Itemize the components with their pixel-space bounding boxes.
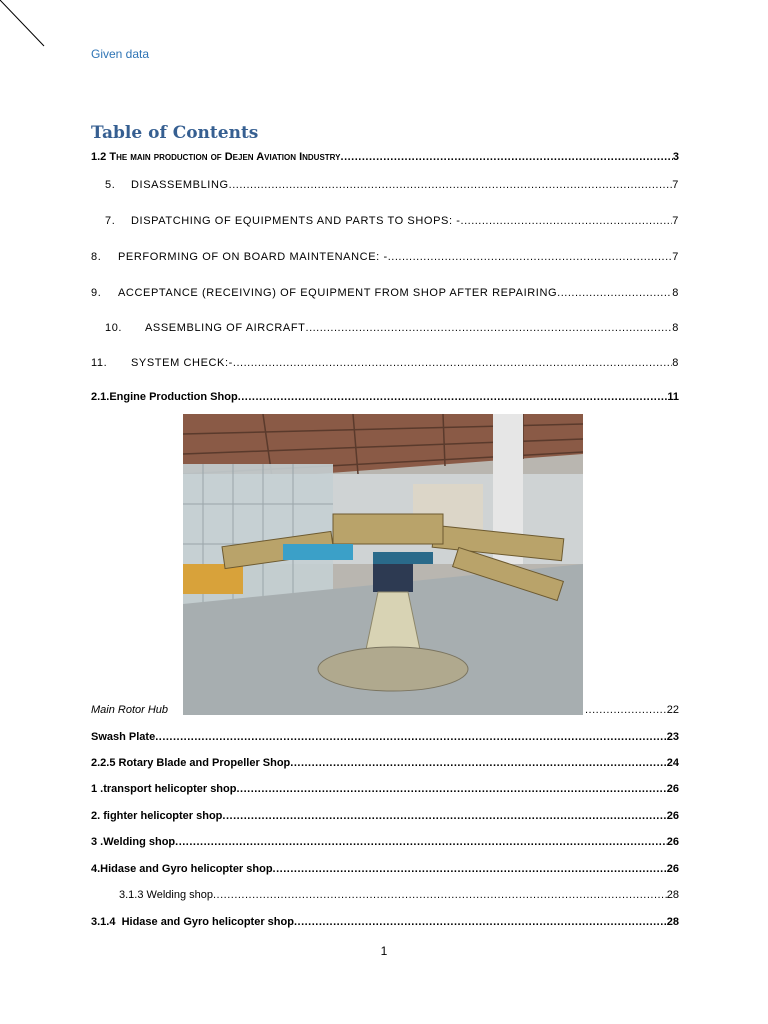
- toc-entry-assembling[interactable]: [105, 322, 679, 334]
- toc-entry-fighter-helicopter-shop[interactable]: [91, 810, 679, 822]
- toc-entry-label: 3.1.3 Welding shop: [119, 889, 213, 901]
- dot-leader: [388, 251, 673, 263]
- toc-entry-welding-shop-313[interactable]: [119, 889, 679, 901]
- toc-entry-page: 28: [666, 916, 679, 928]
- dot-leader: [273, 863, 667, 875]
- corner-mark: [0, 0, 60, 60]
- toc-entry-number: 11.: [91, 357, 108, 369]
- toc-entry-label: Swash Plate: [91, 731, 156, 743]
- page-number: 1: [380, 944, 388, 958]
- toc-entry-label: 1 .transport helicopter shop: [91, 783, 237, 795]
- dot-leader: [222, 810, 666, 822]
- toc-entry-label: ACCEPTANCE (RECEIVING) OF EQUIPMENT FROM SHOP AFTER REPAIRING: [118, 287, 558, 299]
- dot-leader: [233, 357, 672, 369]
- toc-entry-number: 5.: [105, 179, 116, 191]
- dot-leader: [585, 704, 667, 716]
- dot-leader: [175, 836, 667, 848]
- dot-leader: [294, 916, 667, 928]
- toc-entry-page: 28: [666, 889, 679, 901]
- toc-entry-acceptance[interactable]: [91, 287, 679, 299]
- toc-entry-welding-shop[interactable]: [91, 836, 679, 848]
- dot-leader: [238, 391, 668, 403]
- toc-entry-page: 8: [672, 287, 679, 299]
- toc-entry-dejen[interactable]: [91, 151, 679, 163]
- toc-entry-page: 11: [667, 391, 679, 403]
- dot-leader: [236, 783, 666, 795]
- toc-entry-label: SYSTEM CHECK:-: [131, 357, 233, 369]
- toc-entry-page: 8: [672, 322, 679, 334]
- toc-entry-transport-helicopter-shop[interactable]: [91, 783, 679, 795]
- dot-leader: [290, 757, 666, 769]
- toc-entry-number: 7.: [105, 215, 116, 227]
- toc-entry-page: 24: [666, 757, 679, 769]
- toc-entry-hidase-gyro-shop-314[interactable]: [91, 916, 679, 928]
- dot-leader: [461, 215, 673, 227]
- toc-entry-label: 3.1.4 Hidase and Gyro helicopter shop: [91, 916, 294, 928]
- toc-entry-page: 26: [666, 783, 679, 795]
- dot-leader: [306, 322, 673, 334]
- toc-entry-label: 1.2 The main production of Dejen Aviation Industry: [91, 151, 341, 163]
- toc-entry-label: DISPATCHING OF EQUIPMENTS AND PARTS TO SHOPS: -: [131, 215, 461, 227]
- toc-entry-label: DISASSEMBLING: [131, 179, 229, 191]
- toc-entry-label: ASSEMBLING OF AIRCRAFT: [145, 322, 306, 334]
- toc-entry-label: PERFORMING OF ON BOARD MAINTENANCE: -: [118, 251, 388, 263]
- toc-entry-page: 3: [672, 151, 679, 163]
- dot-leader: [557, 287, 672, 299]
- toc-entry-page: 22: [666, 704, 679, 716]
- toc-entry-main-rotor-hub[interactable]: [91, 704, 679, 716]
- dot-leader: [213, 889, 667, 901]
- toc-entry-page: 7: [672, 215, 679, 227]
- dot-leader: [155, 731, 667, 743]
- toc-entry-dispatching[interactable]: [105, 215, 679, 227]
- dot-leader: [341, 151, 673, 163]
- toc-title: Table of Contents: [91, 123, 259, 143]
- toc-entry-system-check[interactable]: [91, 357, 679, 369]
- toc-entry-label: 2.1.Engine Production Shop: [91, 391, 238, 403]
- toc-entry-number: 9.: [91, 287, 102, 299]
- toc-entry-label: 4.Hidase and Gyro helicopter shop: [91, 863, 273, 875]
- dot-leader: [229, 179, 673, 191]
- toc-entry-label: Main Rotor Hub: [91, 704, 169, 716]
- toc-entry-on-board-maintenance[interactable]: [91, 251, 679, 263]
- toc-entry-page: 26: [666, 836, 679, 848]
- toc-entry-number: 10.: [105, 322, 123, 334]
- rotor-hub-photo: [183, 414, 583, 715]
- toc-entry-hidase-gyro-shop[interactable]: [91, 863, 679, 875]
- toc-entry-page: 8: [672, 357, 679, 369]
- page-header: Given data: [91, 47, 150, 61]
- toc-entry-number: 8.: [91, 251, 102, 263]
- toc-entry-page: 7: [672, 179, 679, 191]
- toc-entry-label: 2. fighter helicopter shop: [91, 810, 223, 822]
- toc-entry-label: 3 .Welding shop: [91, 836, 176, 848]
- toc-entry-label: 2.2.5 Rotary Blade and Propeller Shop: [91, 757, 291, 769]
- toc-entry-page: 7: [672, 251, 679, 263]
- toc-entry-rotary-blade-shop[interactable]: [91, 757, 679, 769]
- toc-entry-engine-shop[interactable]: [91, 391, 679, 403]
- toc-entry-page: 26: [666, 810, 679, 822]
- toc-entry-page: 26: [666, 863, 679, 875]
- toc-entry-disassembling[interactable]: [105, 179, 679, 191]
- toc-entry-page: 23: [666, 731, 679, 743]
- toc-entry-swash-plate[interactable]: [91, 731, 679, 743]
